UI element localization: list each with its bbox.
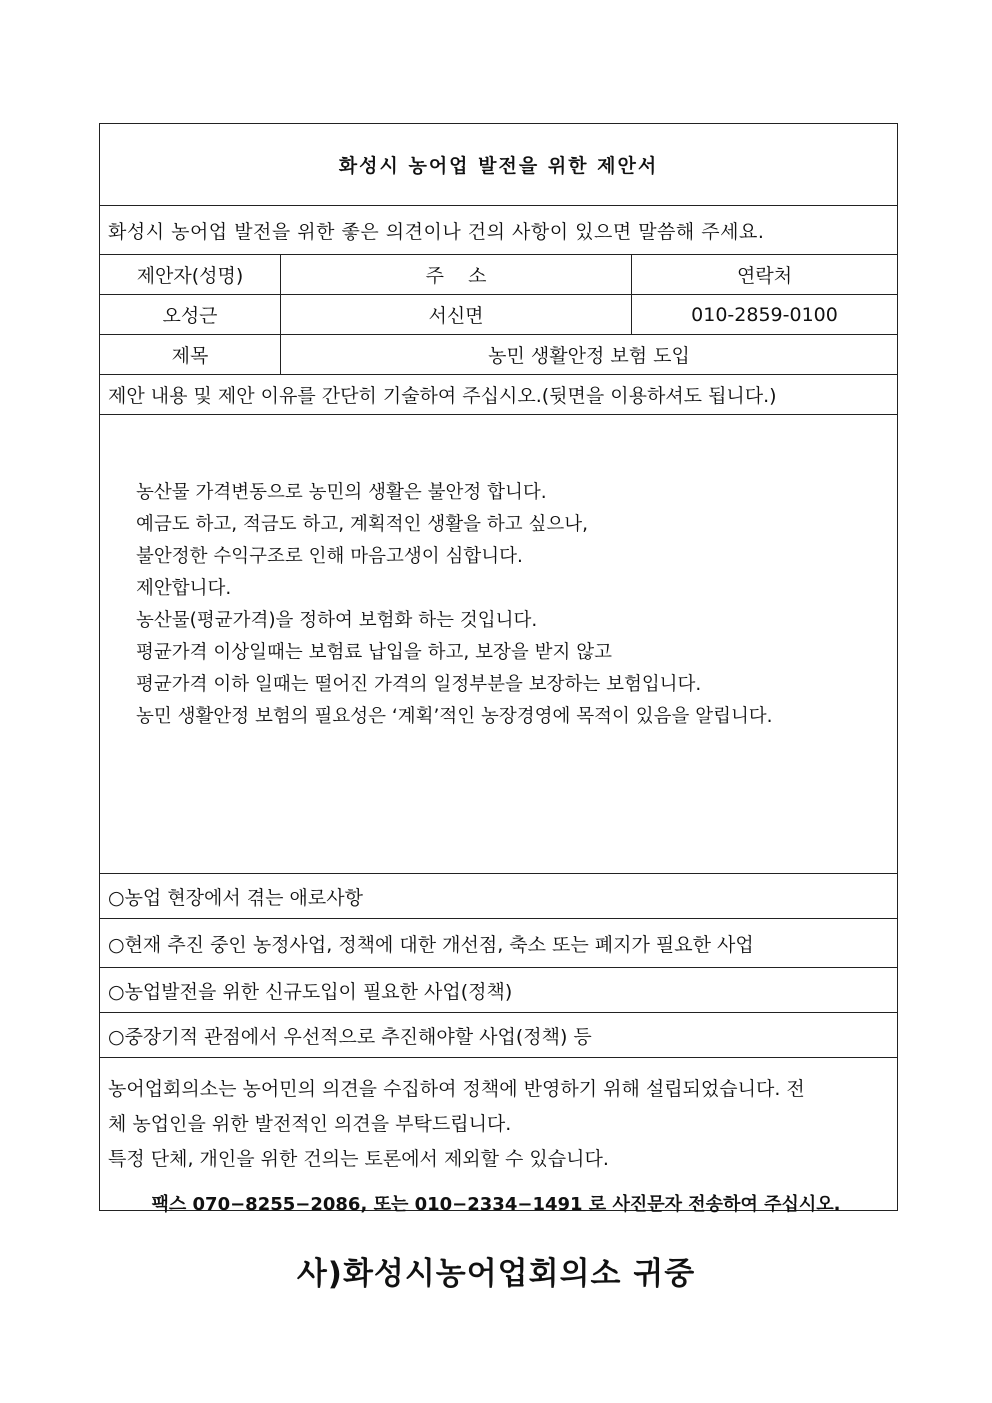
- notice-line: 농어업회의소는 농어민의 의견을 수집하여 정책에 반영하기 위해 설립되었습니다. 전: [108, 1078, 805, 1100]
- header-proposer: 제안자(성명): [100, 255, 281, 295]
- content-line: 제안합니다.: [136, 578, 232, 599]
- proposal-content-area[interactable]: [100, 415, 898, 874]
- notice-text: [100, 1058, 898, 1211]
- header-address: 주 소: [281, 255, 632, 295]
- subject-label: 제목: [100, 335, 281, 375]
- form-title: 화성시 농어업 발전을 위한 제안서: [100, 124, 898, 206]
- content-line: 평균가격 이하 일때는 떨어진 가격의 일정부분을 보장하는 보험입니다.: [136, 674, 702, 695]
- category-item: ○농업발전을 위한 신규도입이 필요한 사업(정책): [100, 968, 898, 1013]
- proposal-form: [99, 123, 898, 1211]
- form-lead-text: 화성시 농어업 발전을 위한 좋은 의견이나 건의 사항이 있으면 말씀해 주세요.: [100, 206, 898, 255]
- content-line: 농산물 가격변동으로 농민의 생활은 불안정 합니다.: [136, 482, 547, 503]
- proposer-name-field[interactable]: 오성근: [100, 295, 281, 335]
- header-contact: 연락처: [632, 255, 898, 295]
- category-item: ○현재 추진 중인 농정사업, 정책에 대한 개선점, 축소 또는 폐지가 필요한 사업: [100, 919, 898, 968]
- notice-line: 체 농업인을 위한 발전적인 의견을 부탁드립니다.: [108, 1113, 512, 1135]
- subject-field[interactable]: 농민 생활안정 보험 도입: [281, 335, 898, 375]
- fax-note: 팩스 070−8255−2086, 또는 010−2334−1491 로 사진문자 전송하여 주십시오.: [151, 1194, 841, 1215]
- content-line: 불안정한 수익구조로 인해 마음고생이 심합니다.: [136, 546, 523, 567]
- content-line: 농민 생활안정 보험의 필요성은 ‘계획’적인 농장경영에 목적이 있음을 알립니다.: [136, 706, 773, 727]
- recipient-signature: 사)화성시농어업회의소 귀중: [296, 1256, 696, 1292]
- address-field[interactable]: 서신면: [281, 295, 632, 335]
- contact-field[interactable]: 010-2859-0100: [632, 295, 898, 335]
- content-line: 예금도 하고, 적금도 하고, 계획적인 생활을 하고 싶으나,: [136, 514, 588, 535]
- content-line: 평균가격 이상일때는 보험료 납입을 하고, 보장을 받지 않고: [136, 642, 612, 663]
- content-instruction: 제안 내용 및 제안 이유를 간단히 기술하여 주십시오.(뒷면을 이용하셔도 됩니다.): [100, 375, 898, 415]
- notice-line: 특정 단체, 개인을 위한 건의는 토론에서 제외할 수 있습니다.: [108, 1148, 609, 1170]
- content-line: 농산물(평균가격)을 정하여 보험화 하는 것입니다.: [136, 610, 538, 631]
- category-item: ○농업 현장에서 겪는 애로사항: [100, 874, 898, 919]
- category-item: ○중장기적 관점에서 우선적으로 추진해야할 사업(정책) 등: [100, 1013, 898, 1058]
